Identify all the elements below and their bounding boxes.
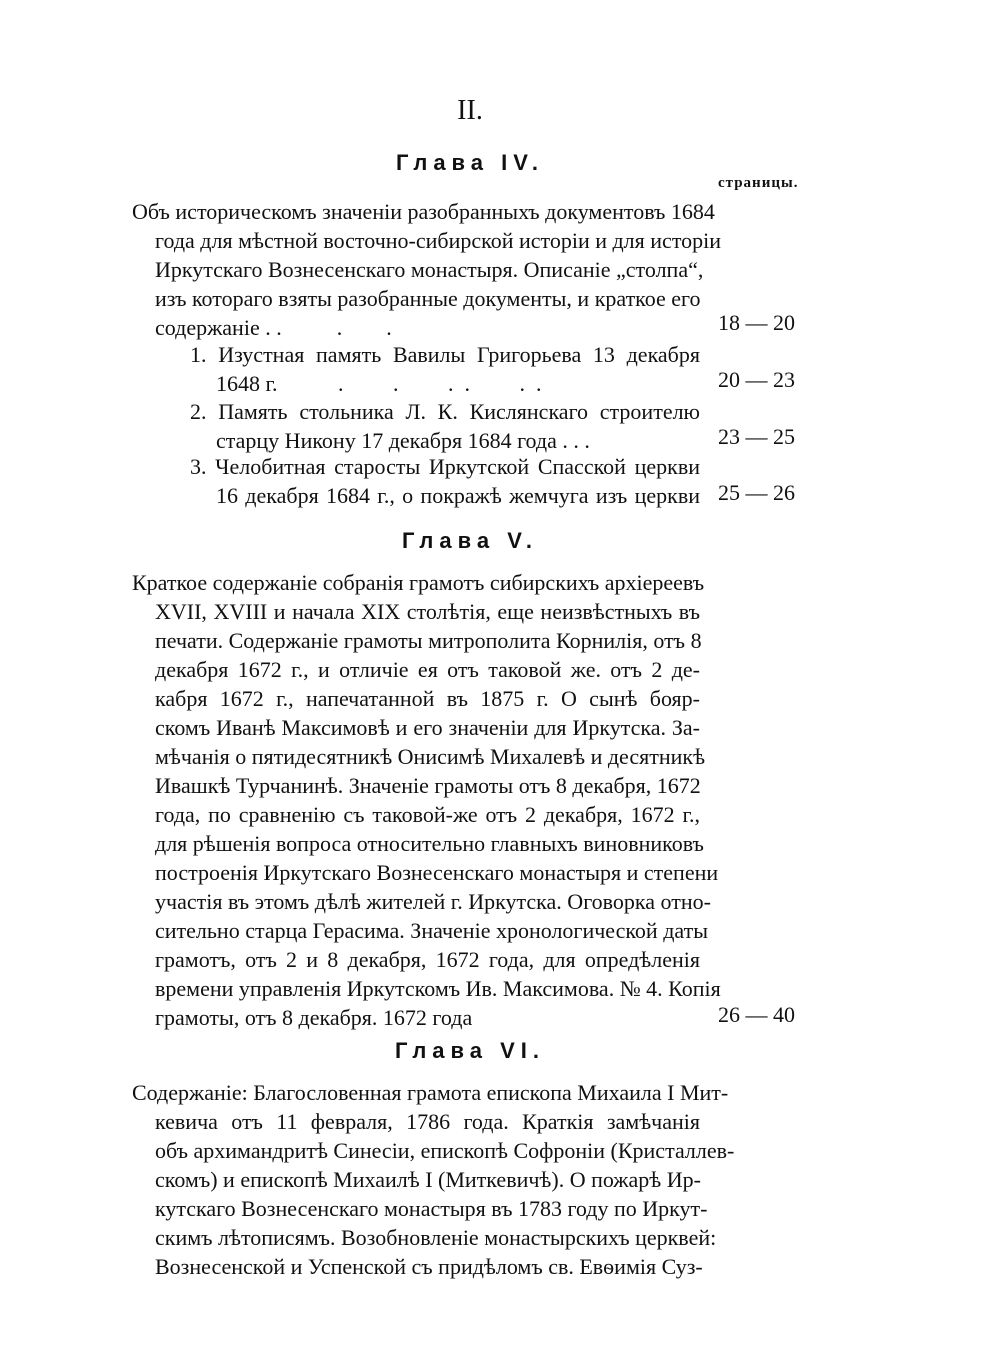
ch5-line: времени управленія Иркутскомъ Ив. Максимова. № 4. Копія — [155, 976, 721, 1001]
ch5-line: для рѣшенія вопроса относительно главныхъ виновниковъ — [155, 831, 704, 856]
ch6-line: кевича отъ 11 февраля, 1786 года. Краткія замѣчанія — [155, 1109, 700, 1134]
ch5-line: грамоты, отъ 8 декабря. 1672 года — [155, 1005, 473, 1030]
ch5-line: построенія Иркутскаго Вознесенскаго монастыря и степени — [155, 860, 719, 885]
ch4-intro-line: содержаніе . . . . — [155, 315, 392, 340]
chapter-6-heading: Глава VI. — [394, 1038, 546, 1063]
ch4-item-1-line: 1648 г. . . . . . . — [216, 371, 542, 396]
ch5-line: печати. Содержаніе грамоты митрополита Корнилія, отъ 8 — [155, 628, 702, 653]
ch4-intro-pages — [718, 308, 816, 337]
ch6-line: объ архимандритѣ Синесіи, епископѣ Софроніи (Кристаллев- — [155, 1138, 735, 1163]
ch4-intro-line: Иркутскаго Вознесенскаго монастыря. Описаніе „столпа“, — [155, 257, 704, 282]
ch5-line: XVII, XVIII и начала XIX столѣтія, еще неизвѣстныхъ въ — [155, 599, 700, 624]
page-range: 23 — 25 — [718, 424, 795, 449]
ch5-line: Краткое содержаніе собранія грамотъ сибирскихъ архіереевъ — [132, 570, 705, 595]
ch4-item-3-pages — [718, 478, 816, 507]
ch5-line: мѣчанія о пятидесятникѣ Онисимѣ Михалевѣ и десятникѣ — [155, 744, 706, 769]
ch6-line: Содержаніе: Благословенная грамота епископа Михаила I Мит- — [132, 1080, 729, 1105]
ch5-pages — [718, 1000, 816, 1029]
ch4-item-3-line: 3. Челобитная старосты Иркутской Спасской церкви — [190, 454, 700, 479]
ch6-line: кутскаго Вознесенскаго монастыря въ 1783 году по Иркут- — [155, 1196, 708, 1221]
ch4-intro-line: года для мѣстной восточно-сибирской исторіи и для исторіи — [155, 228, 722, 253]
ch5-line: сительно старца Герасима. Значеніе хронологической даты — [155, 918, 708, 943]
ch4-intro-line: Объ историческомъ значеніи разобранныхъ документовъ 1684 — [132, 199, 715, 224]
ch5-line: участія въ этомъ дѣлѣ жителей г. Иркутска. Оговорка отно- — [155, 889, 711, 914]
page-range: 26 — 40 — [718, 1002, 795, 1027]
ch6-line: скомъ) и епископѣ Михаилѣ I (Миткевичѣ). О пожарѣ Ир- — [155, 1167, 701, 1192]
ch5-line: Ивашкѣ Турчанинѣ. Значеніе грамоты отъ 8 декабря, 1672 — [155, 773, 701, 798]
ch4-item-1-pages — [718, 365, 816, 394]
ch5-line: декабря 1672 г., и отличіе ея отъ таковой же. отъ 2 де- — [155, 657, 700, 682]
ch6-line: Вознесенской и Успенской съ придѣломъ св. Евѳимія Суз- — [155, 1254, 703, 1279]
ch4-item-2-line: 2. Память стольника Л. К. Кислянскаго строителю — [190, 399, 700, 424]
page-range: 18 — 20 — [718, 310, 795, 335]
ch5-line: грамотъ, отъ 2 и 8 декабря, 1672 года, для опредѣленія — [155, 947, 700, 972]
ch4-item-1-line: 1. Изустная память Вавилы Григорьева 13 декабря — [190, 342, 700, 367]
ch5-line: года, по сравненію съ таковой-же отъ 2 декабря, 1672 г., — [155, 802, 700, 827]
page-range: 20 — 23 — [718, 367, 795, 392]
ch4-item-2-line: старцу Никону 17 декабря 1684 года . . . — [216, 428, 590, 453]
ch4-item-2-pages — [718, 422, 816, 451]
ch5-line: скомъ Иванѣ Максимовѣ и его значеніи для Иркутска. За- — [155, 715, 700, 740]
chapter-4-heading: Глава IV. — [395, 150, 545, 175]
pages-column-header: страницы. — [718, 175, 799, 191]
section-number: II. — [457, 95, 483, 126]
chapter-5-heading: Глава V. — [402, 528, 538, 553]
ch4-item-3-line: 16 декабря 1684 г., о покражѣ жемчуга изъ церкви — [216, 483, 700, 508]
page-range: 25 — 26 — [718, 480, 795, 505]
ch5-line: кабря 1672 г., напечатанной въ 1875 г. О сынѣ бояр- — [155, 686, 700, 711]
ch4-intro-line: изъ котораго взяты разобранные документы, и краткое его — [155, 286, 701, 311]
ch6-line: скимъ лѣтописямъ. Возобновленіе монастырскихъ церквей: — [155, 1225, 717, 1250]
